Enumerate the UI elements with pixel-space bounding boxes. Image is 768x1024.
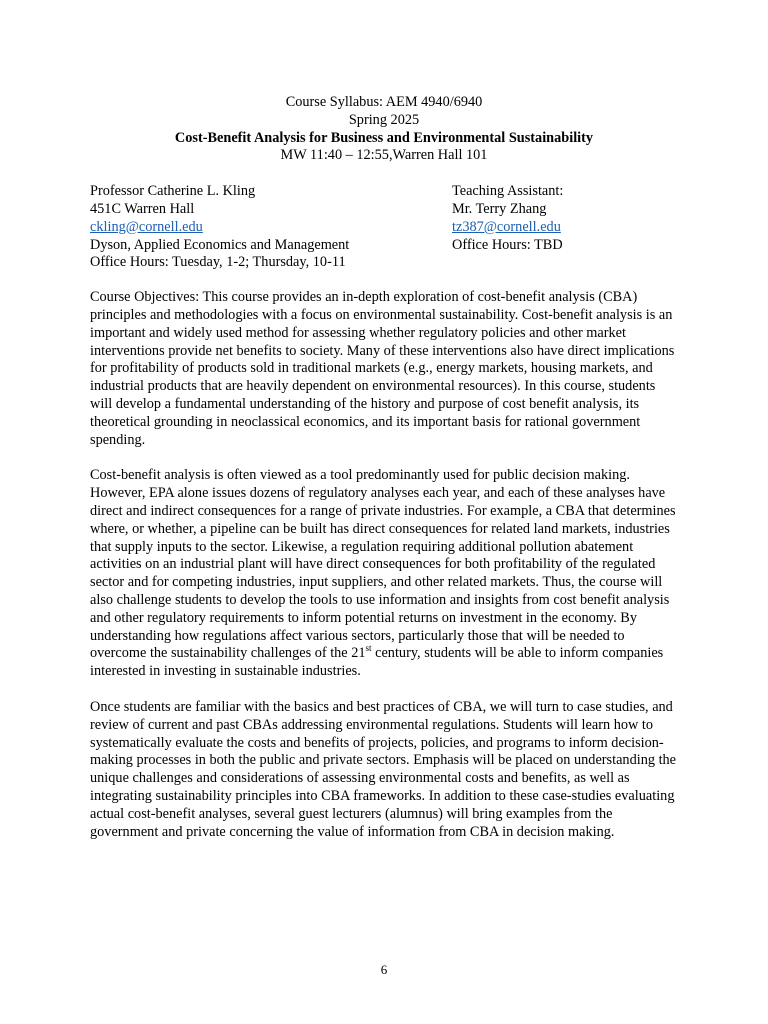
paragraph-text: Cost-benefit analysis is often viewed as a tool predominantly used for public decision making. However, EPA alone issues dozens of regulatory analyses each year, and each of these analyses have direct and indirect consequences for a range of private industries. For example, a CBA that determines where, or whether, a pipeline can be built has direct consequences for related land markets, industries that supply inputs to the sector. Likewise, a regulation requiring additional pollution abatement activities on an industrial plant will have direct consequences for both profitability of the regulated sector and for competing industries, input suppliers, and other related markets. Thus, the course will also challenge students to develop the tools to use information and insights from cost benefit analysis and other regulatory requirements to inform potential returns on investment in the economy. By understanding how regulations affect various sectors, particularly those that will be needed to overcome the sustainability challenges of the 21 — [90, 467, 676, 662]
instructor-department: Dyson, Applied Economics and Management — [90, 236, 350, 253]
syllabus-page — [90, 94, 678, 841]
ta-name: Mr. Terry Zhang — [452, 200, 547, 217]
ta-office-hours: Office Hours: TBD — [452, 236, 563, 253]
course-objectives-paragraph: Course Objectives: This course provides an in-depth exploration of cost-benefit analysis (CBA) principles and methodologies with a focus on environmental sustainability. Cost-benefit analysis is an important and widely used method for assessing whether regulatory policies and other market interventions provide net benefits to society. Many of these interventions also have direct implications for profitability of products sold in traditional markets (e.g., energy markets, housing markets, and industrial products that are heavily dependent on environmental resources). In this course, students will develop a fundamental understanding of the history and purpose of cost benefit analysis, its theoretical grounding in neoclassical economics, and its important basis for rational government spending. — [90, 289, 675, 448]
course-schedule: MW 11:40 – 12:55,Warren Hall 101 — [280, 147, 488, 164]
ta-email-link[interactable]: tz387@cornell.edu — [452, 218, 561, 235]
page-number: 6 — [380, 962, 388, 977]
contact-block — [90, 183, 678, 273]
cba-private-sector-paragraph — [90, 467, 678, 681]
instructor-email-link[interactable]: ckling@cornell.edu — [90, 218, 203, 235]
ta-role: Teaching Assistant: — [452, 183, 564, 200]
ordinal-suffix: st — [365, 643, 372, 654]
course-header — [90, 94, 678, 165]
case-studies-paragraph: Once students are familiar with the basics and best practices of CBA, we will turn to case studies, and review of current and past CBAs addressing environmental regulations. Students will learn how to systematically evaluate the costs and benefits of projects, policies, and programs to inform decision-making processes in both the public and private sectors. Emphasis will be placed on understanding the unique challenges and considerations of assessing environmental costs and benefits, as well as integrating sustainability principles into CBA frameworks. In addition to these case-studies evaluating actual cost-benefit analyses, several guest lecturers (alumnus) will bring examples from the government and private concerning the value of information from CBA in decision making. — [90, 698, 677, 840]
instructor-name: Professor Catherine L. Kling — [90, 183, 256, 200]
course-title: Cost-Benefit Analysis for Business and Environmental Sustainability — [174, 129, 594, 146]
ta-contact — [452, 183, 678, 254]
instructor-contact — [90, 183, 430, 272]
course-code: Course Syllabus: AEM 4940/6940 — [285, 94, 483, 110]
paragraph-text-continued: century, students will be able to inform companies interested in investing in sustainable industries. — [90, 645, 664, 680]
instructor-office-hours: Office Hours: Tuesday, 1-2; Thursday, 10-11 — [90, 254, 346, 271]
instructor-office: 451C Warren Hall — [90, 200, 195, 217]
course-term: Spring 2025 — [348, 111, 420, 128]
